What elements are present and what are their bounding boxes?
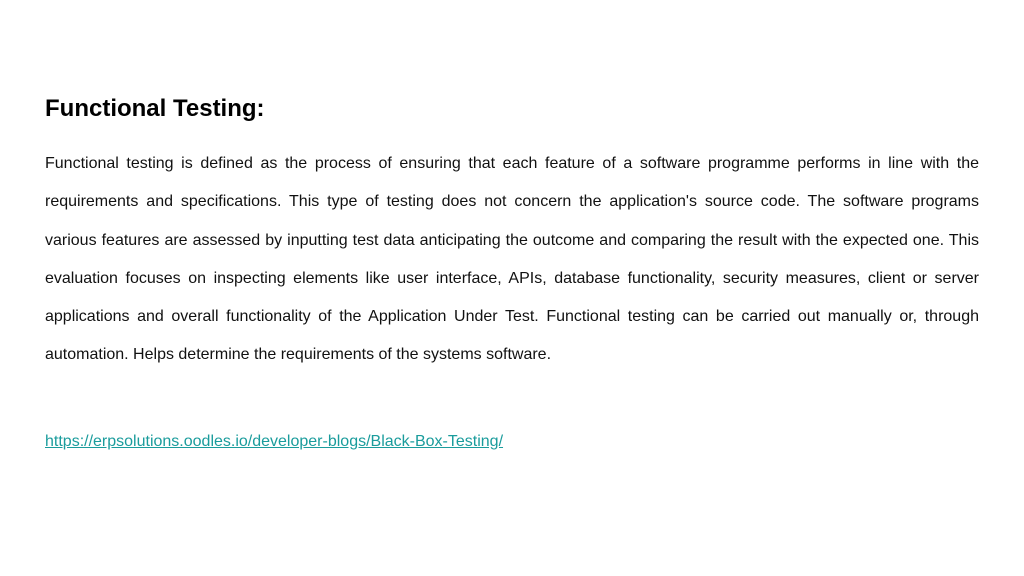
slide-body-paragraph: Functional testing is defined as the process of ensuring that each feature of a software programme performs in line with the requirements and specifications. This type of testing does not concern the application's source code. The software programs various features are assessed by inputting test data anticipating the outcome and comparing the result with the expected one. This evaluation focuses on inspecting elements like user interface, APIs, database functionality, security measures, client or server applications and overall functionality of the Application Under Test. Functional testing can be carried out manually or, through automation. Helps determine the requirements of the systems software. bbox=[45, 155, 979, 364]
slide-heading: Functional Testing: bbox=[45, 95, 265, 122]
source-link[interactable]: https://erpsolutions.oodles.io/developer-blogs/Black-Box-Testing/ bbox=[45, 433, 504, 450]
